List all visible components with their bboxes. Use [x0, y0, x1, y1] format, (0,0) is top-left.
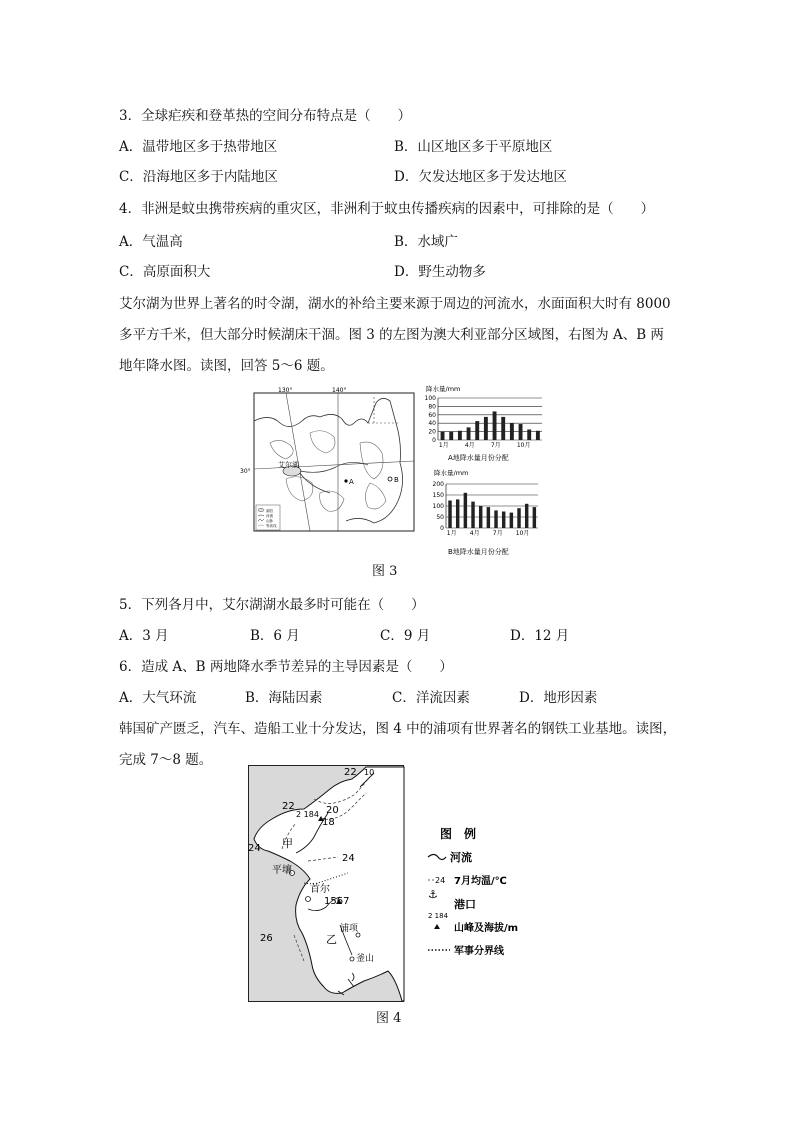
chart-b-xtick: 4月	[469, 530, 480, 537]
chart-b-bar	[517, 508, 520, 528]
legend-lake-icon	[258, 508, 264, 511]
chart-b	[420, 466, 550, 558]
chart-b-xtick: 1月	[446, 530, 457, 537]
q4-stem: 4．非洲是蚊虫携带疾病的重灾区，非洲利于蚊虫传播疾病的因素中，可排除的是（ ）	[119, 201, 655, 217]
chart-a-bar	[519, 424, 523, 440]
legend-river: 河流	[450, 851, 472, 864]
korea-map-legend	[424, 826, 534, 966]
chart-a-bar	[441, 432, 445, 440]
chart-a-title: A地降水量月份分配	[448, 454, 509, 462]
legend-river-icon	[428, 855, 446, 860]
passage2-line2: 完成 7～8 题。	[119, 752, 213, 768]
chart-a-bar	[467, 427, 471, 440]
chart-a-bar	[493, 411, 497, 440]
legend-peak: 山峰及海拔/m	[454, 923, 519, 934]
q6-option-b: B．海陆因素	[245, 690, 323, 706]
chart-b-bar	[471, 502, 474, 528]
chart-b-ytick: 150	[432, 492, 444, 499]
q3-option-a: A．温带地区多于热带地区	[119, 139, 278, 155]
legend-contour: 等高线	[266, 524, 277, 528]
seoul-marker	[306, 897, 311, 902]
q6-option-a: A．大气环流	[119, 690, 197, 706]
busan-marker	[350, 957, 354, 961]
peak1-label: 2 184	[296, 810, 319, 819]
fig4-caption: 图 4	[376, 1011, 402, 1026]
chart-b-bar	[448, 501, 451, 529]
chart-b-title: B地降水量月份分配	[448, 548, 509, 556]
peak-icon	[434, 924, 440, 929]
chart-a-bar	[475, 421, 479, 440]
fig3-caption: 图 3	[372, 564, 398, 579]
chart-a-ytick: 0	[432, 437, 436, 444]
q4-option-d: D．野生动物多	[394, 264, 486, 280]
legend-isotherm: 7月均温/℃	[454, 876, 507, 887]
legend-river: 河流	[266, 514, 273, 518]
iso10-label: 10	[364, 768, 375, 777]
q4-option-c: C．高原面积大	[119, 264, 211, 280]
q6-option-d: D．地形因素	[519, 690, 598, 706]
peak2-label: 1567	[324, 896, 350, 907]
point-b-label: B	[394, 476, 399, 484]
iso24-left-label: 24	[248, 843, 261, 854]
q3-option-d: D．欠发达地区多于发达地区	[394, 169, 567, 185]
chart-b-bar	[479, 506, 482, 528]
chart-a-ytick: 80	[428, 403, 436, 411]
iso18-label: 18	[322, 817, 335, 828]
q5-option-c: C．9 月	[380, 628, 431, 644]
chart-b-xtick: 10月	[515, 530, 530, 537]
legend-port: 港口	[454, 898, 476, 911]
lon1-label: 130°	[278, 387, 293, 394]
legend-mountain: 山脉	[266, 519, 273, 523]
passage1-line2: 多平方千米，但大部分时候湖床干涸。图 3 的左图为澳大利亚部分区域图，右图为 A、B 两	[119, 327, 664, 343]
chart-b-ylabel: 降水量/mm	[434, 469, 469, 477]
chart-a-xtick: 1月	[438, 442, 449, 449]
chart-a-ylabel: 降水量/mm	[426, 385, 461, 393]
seoul-label: 首尔	[310, 884, 330, 895]
chart-a-bar	[449, 432, 453, 440]
q6-option-c: C．洋流因素	[392, 690, 470, 706]
chart-b-ytick: 200	[432, 481, 444, 488]
chart-a-xtick: 10月	[516, 442, 531, 449]
jia-label: 甲	[282, 837, 293, 850]
chart-b-ytick: 50	[436, 514, 444, 521]
q5-stem: 5．下列各月中，艾尔湖湖水最多时可能在（ ）	[119, 597, 425, 613]
iso26-label: 26	[260, 933, 273, 944]
iso24-mid-label: 24	[342, 853, 355, 864]
chart-b-xtick: 7月	[492, 530, 503, 537]
pohang-label: 浦项	[340, 924, 359, 934]
iso22-top-label: 22	[344, 767, 357, 778]
chart-a-bar	[510, 423, 514, 440]
australia-region-map	[240, 383, 418, 533]
chart-b-bar	[464, 493, 467, 528]
passage1-line1: 艾尔湖为世界上著名的时令湖，湖水的补给主要来源于周边的河流水，水面面积大时有 8000	[119, 296, 671, 312]
chart-a-ytick: 40	[428, 420, 436, 428]
q6-stem: 6．造成 A、B 两地降水季节差异的主导因素是（ ）	[119, 659, 453, 675]
passage2-line1: 韩国矿产匮乏，汽车、造船工业十分发达，图 4 中的浦项有世界著名的钢铁工业基地。读图，	[119, 721, 677, 737]
pyongyang-label: 平壤	[272, 865, 292, 876]
chart-a-ytick: 20	[428, 428, 436, 436]
yi-label: 乙	[326, 933, 337, 946]
legend-border: 军事分界线	[454, 946, 504, 957]
chart-b-ytick: 0	[440, 525, 444, 532]
anchor-icon: ⚓	[428, 888, 438, 901]
korea-map	[248, 765, 404, 1002]
q3-option-b: B．山区地区多于平原地区	[394, 139, 553, 155]
chart-a-bar	[458, 431, 462, 440]
lon2-label: 140°	[332, 387, 347, 394]
q4-option-a: A．气温高	[119, 234, 183, 250]
legend-lake: 湖泊	[266, 509, 273, 513]
iso22-left-label: 22	[282, 801, 295, 812]
chart-a	[420, 383, 550, 463]
chart-a-bar	[484, 417, 488, 440]
q4-option-b: B．水域广	[394, 234, 458, 250]
point-a-marker	[344, 479, 347, 482]
legend-peak-symbol: 2 184	[428, 912, 449, 920]
q3-stem: 3．全球疟疾和登革热的空间分布特点是（ ）	[119, 108, 412, 124]
chart-a-xtick: 4月	[464, 442, 475, 449]
chart-a-ytick: 100	[424, 395, 436, 402]
chart-b-bar	[533, 507, 536, 528]
passage1-line3: 地年降水图。读图，回答 5～6 题。	[119, 358, 334, 374]
lake-label: 艾尔湖	[278, 461, 299, 469]
point-a-label: A	[349, 478, 354, 486]
chart-a-bar	[501, 417, 505, 440]
chart-a-ytick: 60	[428, 411, 436, 419]
chart-b-ytick: 100	[432, 503, 444, 510]
q3-option-c: C．沿海地区多于内陆地区	[119, 169, 278, 185]
q5-option-d: D．12 月	[510, 628, 570, 644]
chart-b-bar	[494, 510, 497, 528]
chart-a-xtick: 7月	[490, 442, 501, 449]
chart-a-bar	[536, 431, 540, 440]
lat-label: 30°	[240, 468, 251, 475]
chart-b-bar	[525, 504, 528, 528]
busan-label: 釜山	[356, 954, 375, 964]
q5-option-b: B．6 月	[250, 628, 300, 644]
iso20-label: 20	[326, 805, 339, 816]
chart-b-bar	[487, 507, 490, 528]
chart-b-bar	[456, 499, 459, 528]
legend-title: 图 例	[440, 827, 477, 841]
legend-isotherm-symbol: 24	[435, 876, 446, 885]
chart-b-bar	[502, 512, 505, 529]
q5-option-a: A．3 月	[119, 628, 169, 644]
chart-a-bar	[527, 430, 531, 441]
chart-b-bar	[510, 513, 513, 528]
